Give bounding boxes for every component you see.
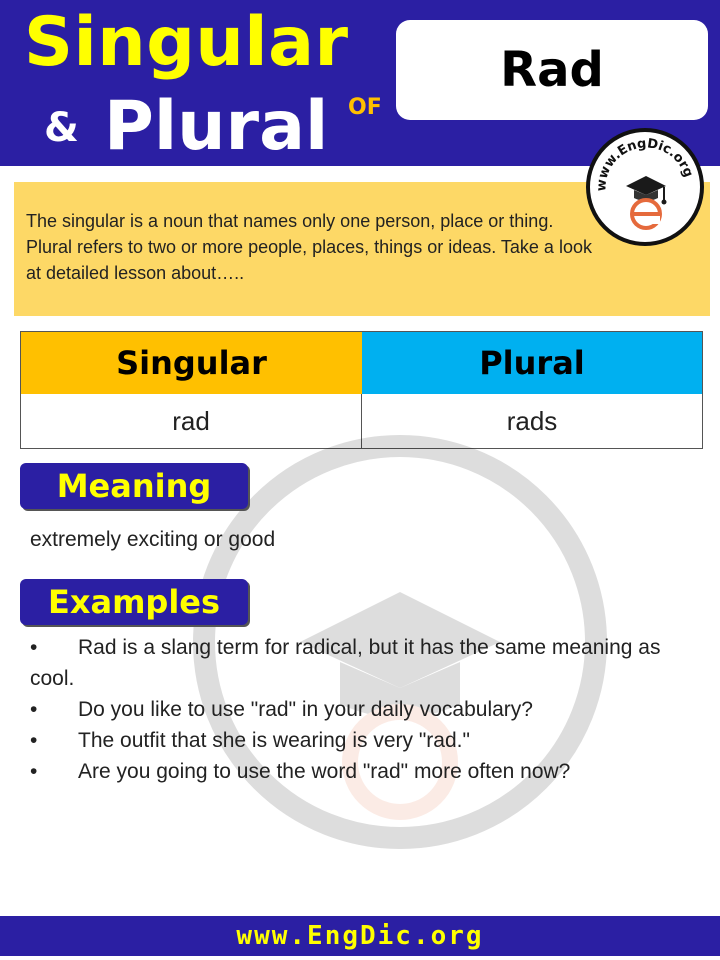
list-item (30, 725, 670, 756)
bullet: • (30, 729, 38, 752)
plural-cell: rads (362, 394, 702, 448)
title-ampersand: & (44, 105, 79, 151)
title-singular: Singular (24, 3, 349, 82)
word-box (396, 20, 708, 120)
engdic-logo-graphic (590, 132, 700, 242)
examples-list (30, 632, 670, 787)
examples-label-text: Examples (47, 583, 221, 621)
meaning-label-text: Meaning (56, 467, 212, 505)
plural-header: Plural (362, 332, 702, 394)
logo-text: www.EngDic.org (594, 136, 696, 192)
letter-e-icon (632, 200, 660, 228)
bullet: • (30, 636, 38, 659)
title-of: OF (348, 95, 382, 120)
list-item (30, 756, 670, 787)
intro-text: The singular is a noun that names only one person, place or thing. Plural refers to two or more people, places, things or ideas. Take a look at detailed lesson about….. (26, 211, 592, 283)
singular-plural-table (20, 331, 703, 449)
example-text: Do you like to use "rad" in your daily vocabulary? (78, 698, 533, 721)
title-plural: Plural (104, 87, 329, 166)
singular-header: Singular (21, 332, 362, 394)
engdic-logo (586, 128, 704, 246)
example-text: Rad is a slang term for radical, but it has the same meaning as cool. (30, 636, 661, 690)
footer-banner (0, 916, 720, 956)
list-item (30, 632, 670, 694)
meaning-label (20, 463, 248, 509)
singular-cell: rad (21, 394, 362, 448)
list-item (30, 694, 670, 725)
bullet: • (30, 760, 38, 783)
examples-label (20, 579, 248, 625)
meaning-text: extremely exciting or good (30, 528, 276, 551)
headword: Rad (500, 42, 604, 98)
footer-url[interactable]: www.EngDic.org (236, 921, 484, 951)
example-text: Are you going to use the word "rad" more often now? (78, 760, 571, 783)
example-text: The outfit that she is wearing is very "rad." (78, 729, 470, 752)
bullet: • (30, 698, 38, 721)
